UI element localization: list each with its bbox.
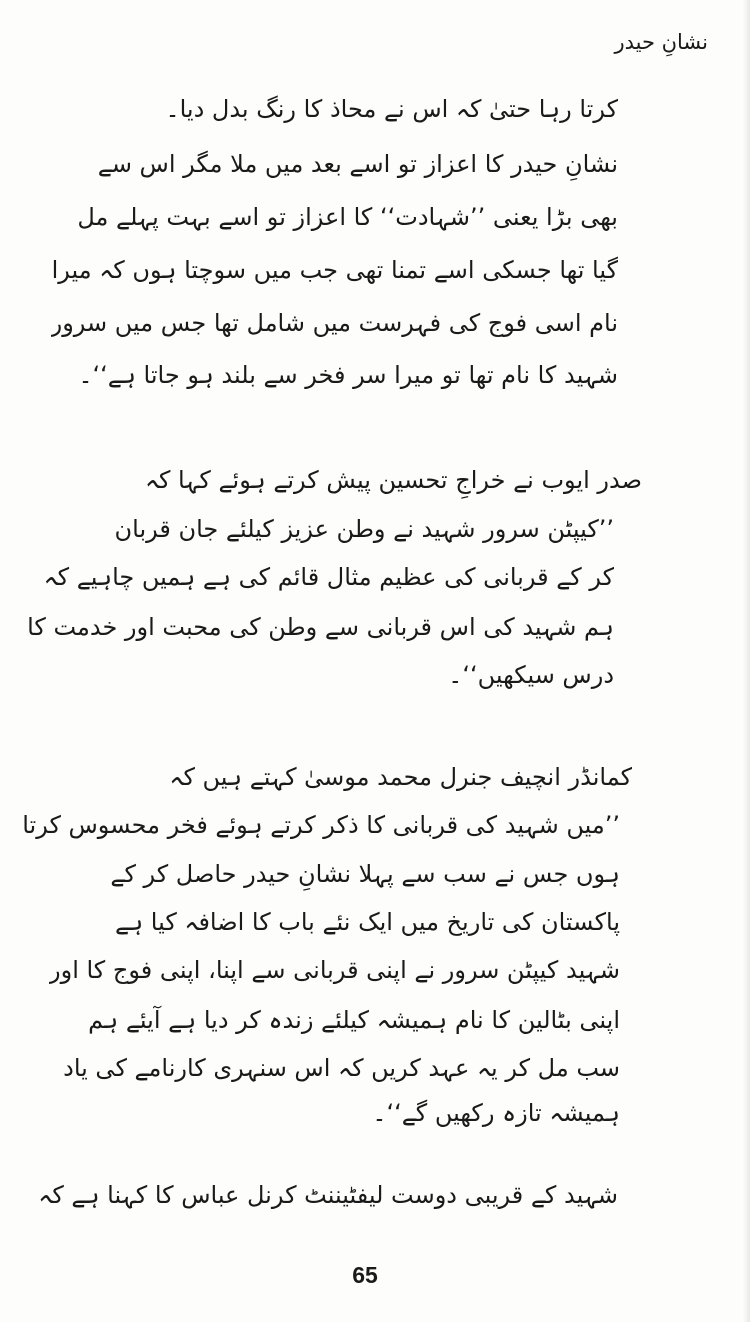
speaker-intro: صدر ایوب نے خراجِ تحسین پیش کرتے ہوئے کہا کہ <box>144 466 642 494</box>
speaker-intro: شہید کے قریبی دوست لیفٹیننٹ کرنل عباس کا کہنا ہے کہ <box>38 1181 618 1209</box>
quote-line: ’’کیپٹن سرور شہید نے وطن عزیز کیلئے جان قربان <box>114 515 614 543</box>
quote-line: پاکستان کی تاریخ میں ایک نئے باب کا اضافہ کیا ہے <box>115 908 620 936</box>
quote-line: درس سیکھیں‘‘۔ <box>448 661 614 689</box>
quote-line: کر کے قربانی کی عظیم مثال قائم کی ہے ہمیں چاہیے کہ <box>43 563 614 591</box>
text-line: نام اسی فوج کی فہرست میں شامل تھا جس میں سرور <box>50 309 618 337</box>
quote-line: ہوں جس نے سب سے پہلا نشانِ حیدر حاصل کر کے <box>110 860 620 888</box>
quote-line: سب مل کر یہ عہد کریں کہ اس سنہری کارنامے کی یاد <box>63 1054 620 1082</box>
quote-line: شہید کیپٹن سرور نے اپنی قربانی سے اپنا، اپنی فوج کا اور <box>49 956 620 984</box>
page-edge-shadow <box>742 0 750 1322</box>
text-line: گیا تھا جسکی اسے تمنا تھی جب میں سوچتا ہوں کہ میرا <box>51 256 618 284</box>
text-line: شہید کا نام تھا تو میرا سر فخر سے بلند ہو جاتا ہے‘‘۔ <box>78 361 618 389</box>
running-head: نشانِ حیدر <box>614 30 708 54</box>
text-line: کرتا رہا حتیٰ کہ اس نے محاذ کا رنگ بدل دیا۔ <box>165 95 618 123</box>
quote-line: اپنی بٹالین کا نام ہمیشہ کیلئے زندہ کر دیا ہے آیئے ہم <box>88 1006 620 1034</box>
quote-line: ہم شہید کی اس قربانی سے وطن کی محبت اور خدمت کا <box>27 613 614 641</box>
text-line: بھی بڑا یعنی ’’شہادت‘‘ کا اعزاز تو اسے بہت پہلے مل <box>77 203 618 231</box>
quote-line: ہمیشہ تازہ رکھیں گے‘‘۔ <box>372 1099 620 1127</box>
page-number: 65 <box>352 1262 378 1288</box>
speaker-intro: کمانڈر انچیف جنرل محمد موسیٰ کہتے ہیں کہ <box>169 763 632 791</box>
quote-line: ’’میں شہید کی قربانی کا ذکر کرتے ہوئے فخر محسوس کرتا <box>22 811 620 839</box>
text-line: نشانِ حیدر کا اعزاز تو اسے بعد میں ملا مگر اس سے <box>97 150 618 178</box>
